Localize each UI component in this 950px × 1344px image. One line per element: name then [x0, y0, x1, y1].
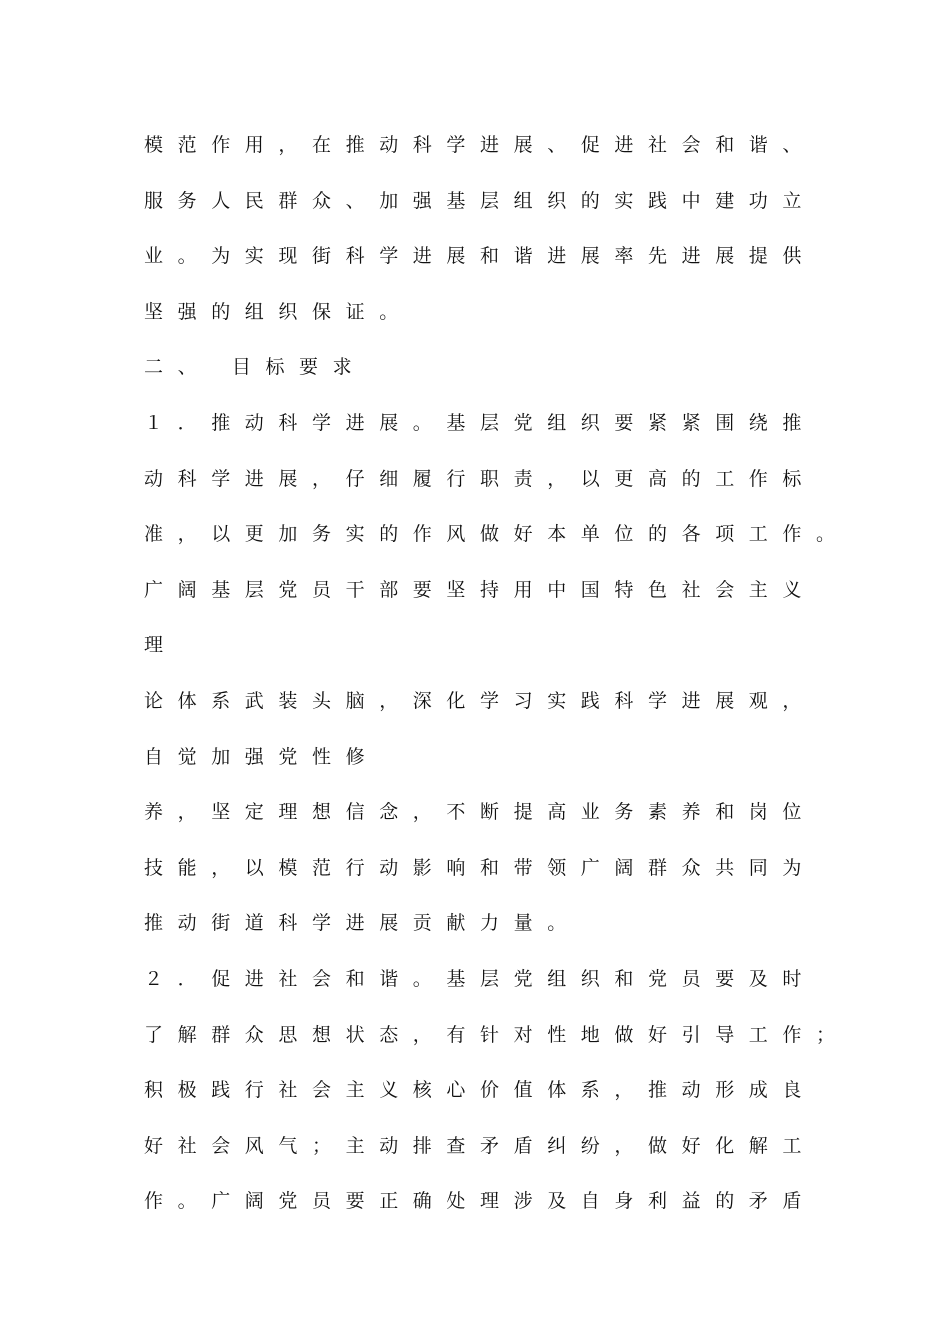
text-line: 动科学进展，仔细履行职责，以更高的工作标	[144, 467, 817, 490]
text-line: 了解群众思想状态，有针对性地做好引导工作；	[144, 1023, 850, 1046]
text-line: 作。广阔党员要正确处理涉及自身利益的矛盾	[144, 1190, 817, 1213]
text-line: 坚强的组织保证。	[144, 300, 413, 323]
text-line: １．推动科学进展。基层党组织要紧紧围绕推	[144, 411, 817, 434]
section-heading: 二、 目标要求	[144, 356, 367, 379]
text-line: 积极践行社会主义核心价值体系，推动形成良	[144, 1079, 817, 1102]
text-line: 服务人民群众、加强基层组织的实践中建功立	[144, 189, 817, 212]
text-line: 养，坚定理想信念，不断提高业务素养和岗位	[144, 801, 817, 824]
text-line: 技能，以模范行动影响和带领广阔群众共同为	[144, 856, 817, 879]
text-line: 准，以更加务实的作风做好本单位的各项工作。	[144, 523, 850, 546]
text-line: ２．促进社会和谐。基层党组织和党员要及时	[144, 967, 817, 990]
text-line: 好社会风气；主动排查矛盾纠纷，做好化解工	[144, 1134, 817, 1157]
text-line: 业。为实现街科学进展和谐进展率先进展提供	[144, 245, 817, 268]
text-line: 论体系武装头脑，深化学习实践科学进展观，	[144, 689, 817, 712]
text-line: 理	[144, 634, 178, 657]
text-line: 推动街道科学进展贡献力量。	[144, 912, 581, 935]
document-body	[144, 128, 850, 1240]
text-line: 模范作用，在推动科学进展、促进社会和谐、	[144, 134, 817, 156]
text-line: 广阔基层党员干部要坚持用中国特色社会主义	[144, 578, 817, 601]
text-line: 自觉加强党性修	[144, 745, 380, 768]
